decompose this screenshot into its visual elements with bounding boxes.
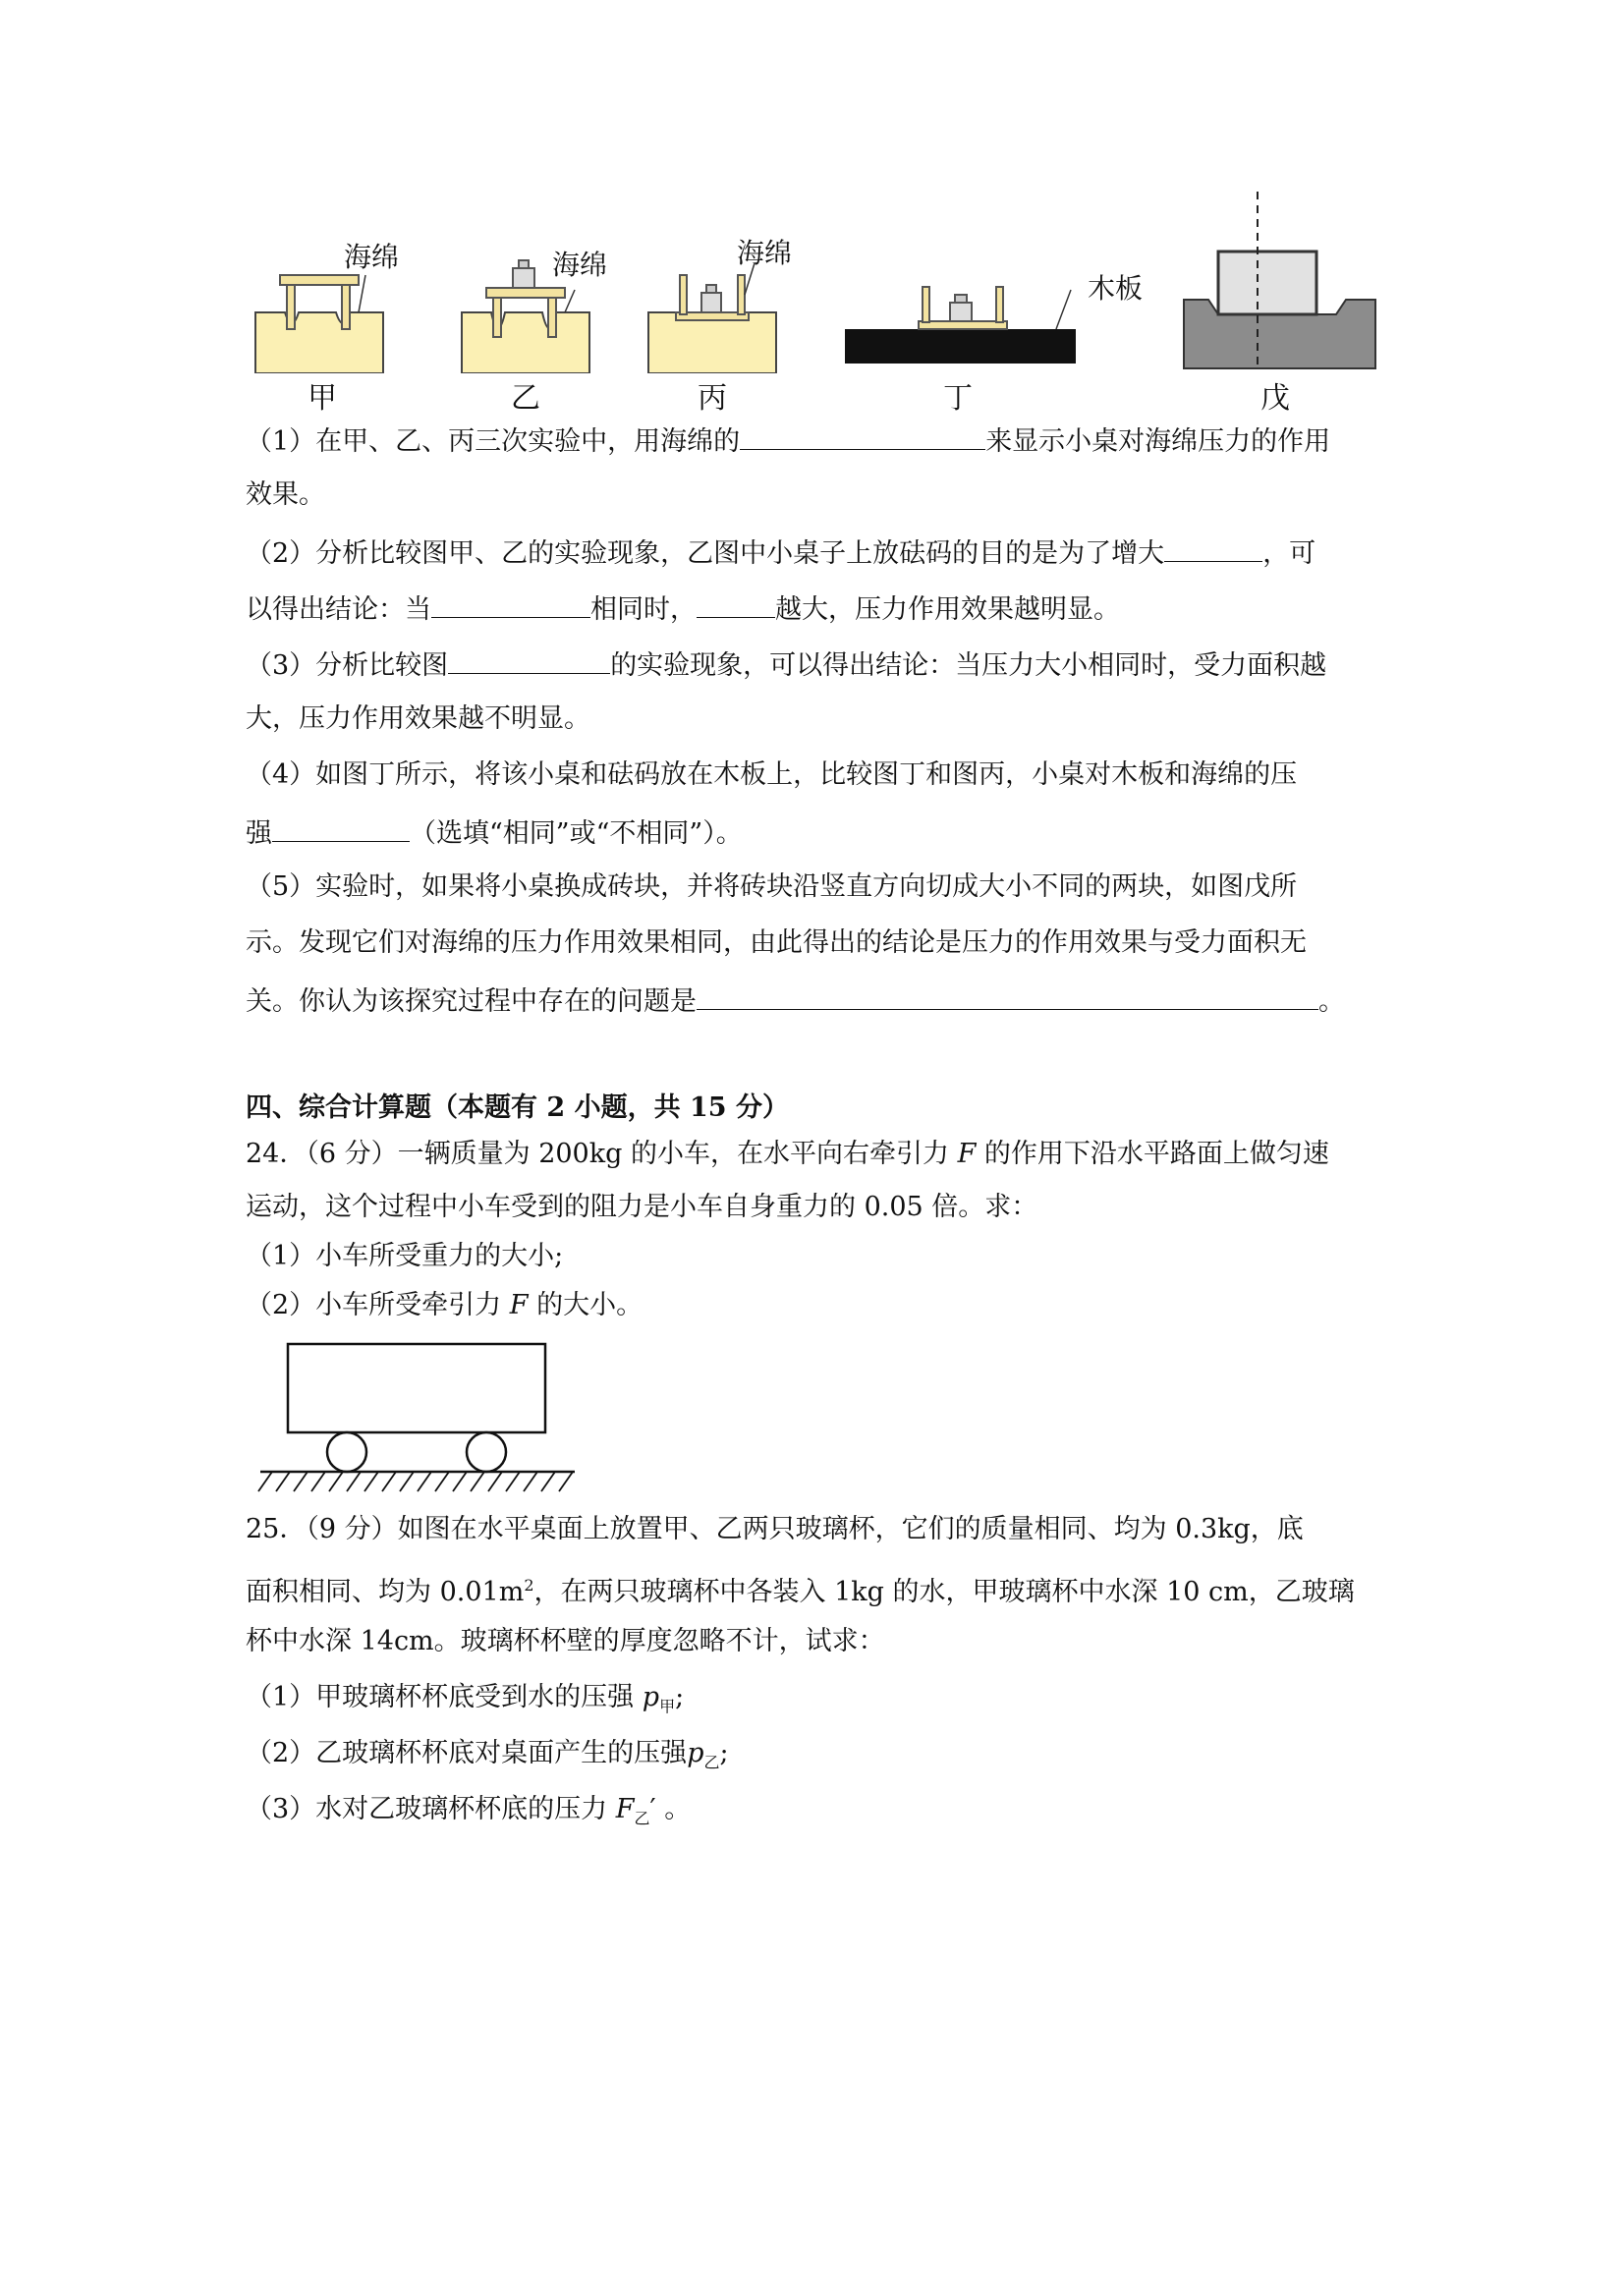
q23-item4-line1: （4）如图丁所示，将该小桌和砝码放在木板上，比较图丁和图丙，小桌对木板和海绵的压 [246, 759, 1298, 790]
answer-blank-6[interactable] [272, 812, 410, 842]
answer-blank-2[interactable] [1164, 532, 1262, 562]
q25-line2: 面积相同、均为 $0.01m^2$，在两只玻璃杯中各装入 1kg 的水，甲玻璃杯中水深 10 cm，乙玻璃 [246, 1576, 1355, 1607]
sponge-callout-jia: 海绵 [344, 241, 400, 273]
figure-yi [452, 196, 599, 373]
q25-line5: （2）乙玻璃杯杯底对桌面产生的压强$p_乙$; [246, 1738, 729, 1772]
figure-label-yi: 乙 [511, 381, 540, 416]
figure-label-jia: 甲 [308, 381, 337, 416]
cart-diagram [251, 1336, 585, 1498]
experiment-figures [246, 196, 1385, 416]
q23-item5-line2: 示。发现它们对海绵的压力作用效果相同，由此得出的结论是压力的作用效果与受力面积无 [246, 927, 1307, 958]
figure-bing [639, 196, 786, 373]
figure-wu [1179, 187, 1385, 373]
q24-line4: （2）小车所受牵引力 F 的大小。 [246, 1290, 644, 1320]
q23-item3-line2: 大，压力作用效果越不明显。 [246, 703, 590, 734]
q25-line4: （1）甲玻璃杯杯底受到水的压强 $p_甲$; [246, 1682, 685, 1716]
q25-line1: 25．（9 分）如图在水平桌面上放置甲、乙两只玻璃杯，它们的质量相同、均为 0.3kg，底 [246, 1514, 1304, 1544]
q24-line2: 运动，这个过程中小车受到的阻力是小车自身重力的 0.05 倍。求： [246, 1192, 1038, 1222]
q23-item1-line1: （1）在甲、乙、丙三次实验中，用海绵的 来显示小桌对海绵压力的作用 [246, 420, 1330, 462]
q25-line3: 杯中水深 14cm。玻璃杯杯壁的厚度忽略不计，试求： [246, 1626, 885, 1656]
figure-label-bing: 丙 [698, 381, 727, 416]
figure-ding [835, 196, 1081, 373]
section-heading: 四、综合计算题（本题有 2 小题，共 15 分） [246, 1092, 789, 1123]
sponge-callout-yi: 海绵 [552, 249, 608, 281]
answer-blank-3[interactable] [431, 588, 590, 618]
q23-item4-line2: 强 （选填“相同”或“不相同”）。 [246, 812, 743, 854]
q23-item5-line3: 关。你认为该探究过程中存在的问题是 。 [246, 980, 1345, 1022]
q24-line3: （1）小车所受重力的大小; [246, 1241, 564, 1271]
figure-label-wu: 戊 [1260, 381, 1290, 416]
q25-line6: （3）水对乙玻璃杯杯底的压力 $F_乙'$ 。 [246, 1794, 692, 1828]
figure-label-ding: 丁 [943, 381, 973, 416]
answer-blank-4[interactable] [697, 588, 775, 618]
q23-item3-line1: （3）分析比较图 的实验现象，可以得出结论：当压力大小相同时，受力面积越 [246, 644, 1326, 686]
answer-blank-5[interactable] [448, 644, 610, 674]
q23-item5-line1: （5）实验时，如果将小桌换成砖块，并将砖块沿竖直方向切成大小不同的两块，如图戊所 [246, 871, 1298, 902]
answer-blank-7[interactable] [697, 980, 1318, 1010]
q24-line1: 24．（6 分）一辆质量为 200kg 的小车，在水平向右牵引力 F 的作用下沿水平路面上做匀速 [246, 1139, 1329, 1169]
q23-item2-line1: （2）分析比较图甲、乙的实验现象，乙图中小桌子上放砝码的目的是为了增大 ，可 [246, 532, 1315, 574]
answer-blank-1[interactable] [740, 420, 985, 450]
figure-jia [246, 196, 393, 373]
board-callout: 木板 [1088, 272, 1144, 305]
q23-item2-line2: 以得出结论：当 相同时， 越大，压力作用效果越明显。 [246, 588, 1120, 630]
sponge-callout-bing: 海绵 [737, 237, 793, 269]
q23-item1-line2: 效果。 [246, 479, 325, 510]
